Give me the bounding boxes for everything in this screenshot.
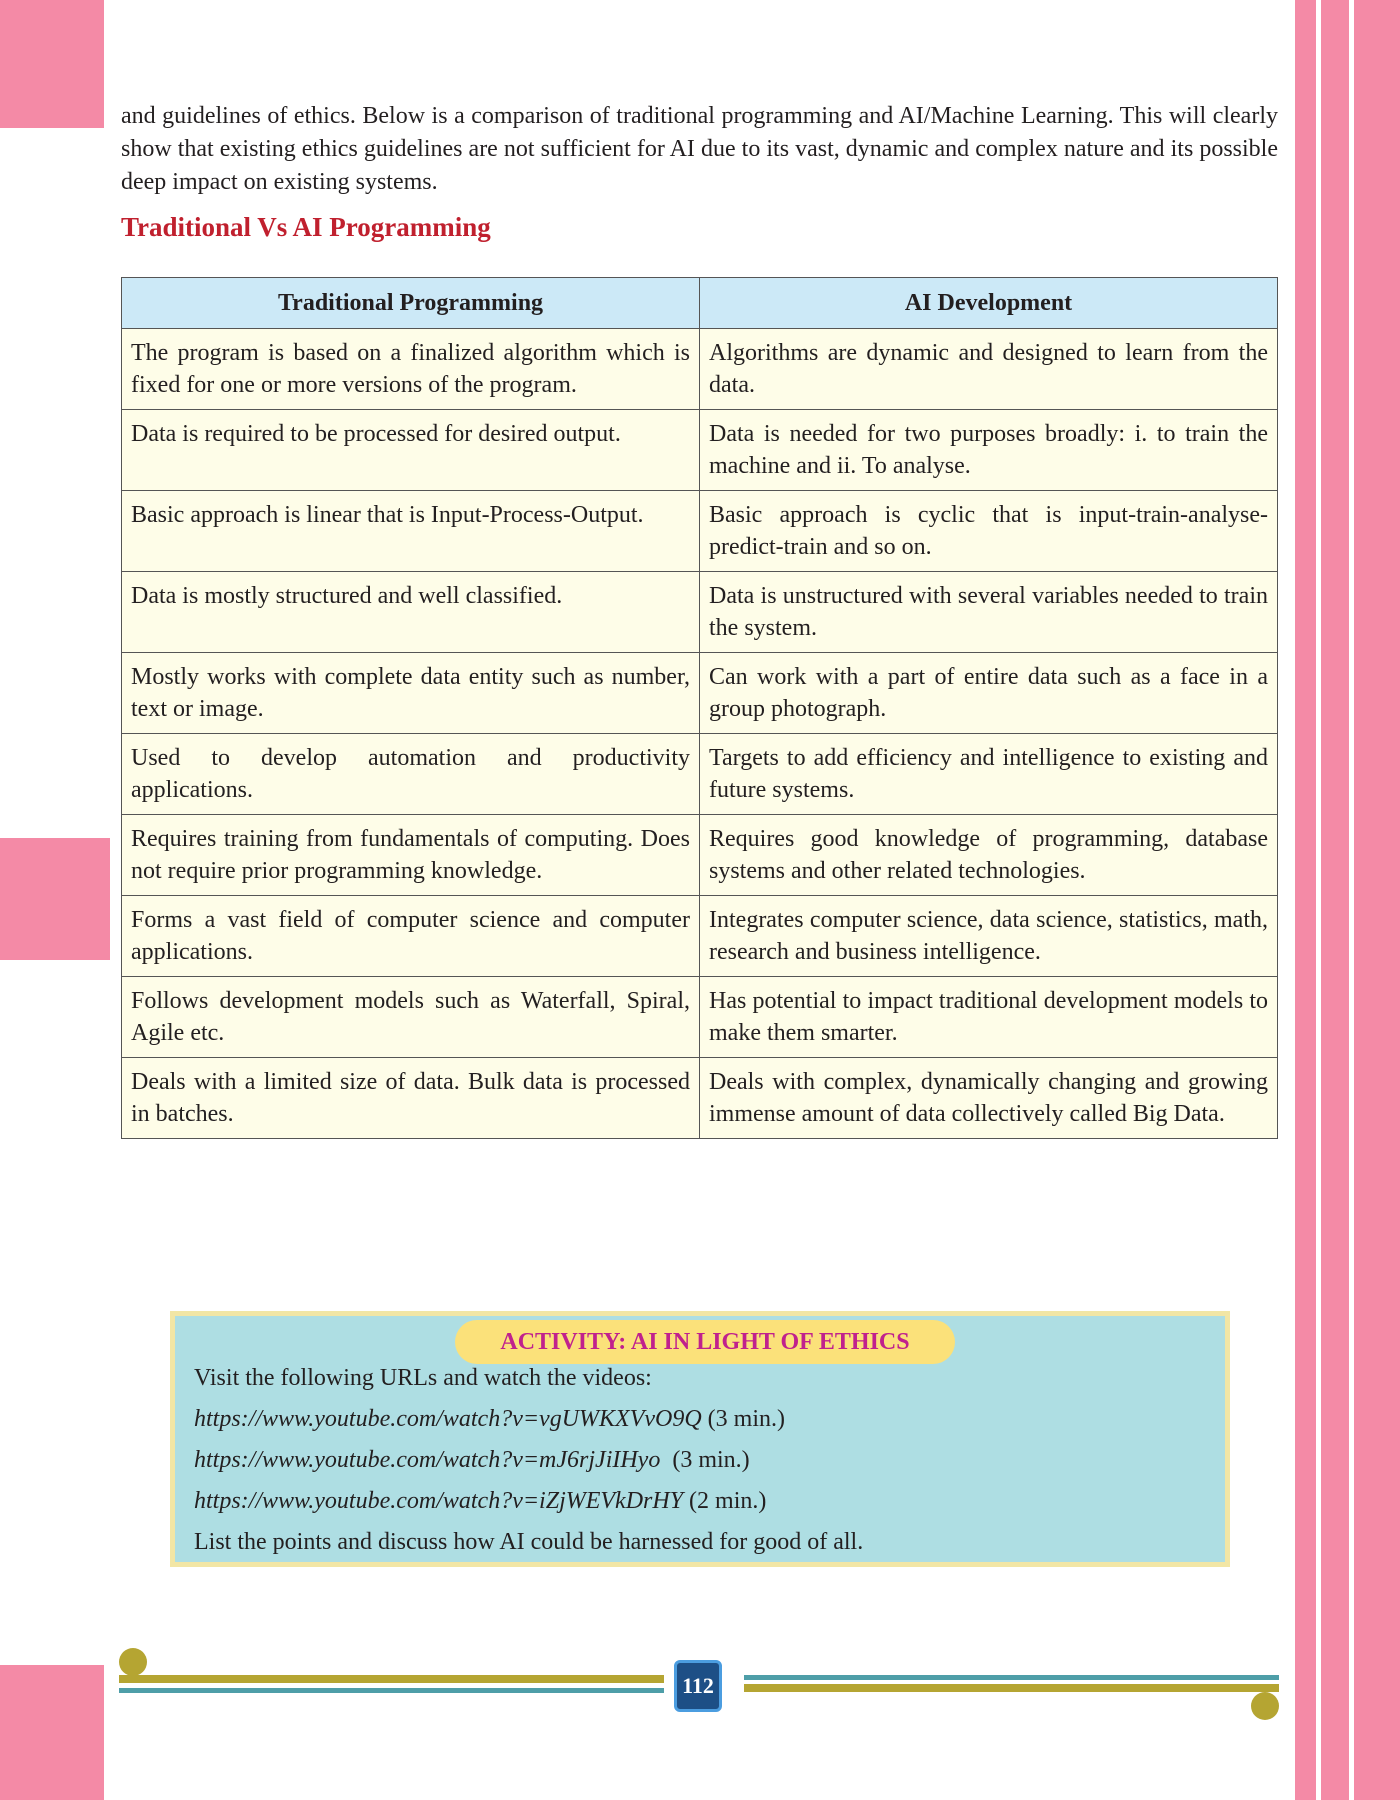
ai-cell: Targets to add efficiency and intelligence to existing and future systems. [700, 734, 1278, 815]
ai-cell: Can work with a part of entire data such as a face in a group photograph. [700, 653, 1278, 734]
ai-cell: Algorithms are dynamic and designed to learn from the data. [700, 329, 1278, 410]
comparison-table [121, 277, 1278, 1139]
ai-cell: Requires good knowledge of programming, database systems and other related technologies. [700, 815, 1278, 896]
link-url[interactable]: https://www.youtube.com/watch?v=vgUWKXVvO9Q [194, 1406, 702, 1432]
table-row [122, 977, 1278, 1058]
link-duration: (3 min.) [672, 1447, 750, 1473]
right-decor-strip [1295, 0, 1400, 1800]
ai-cell: Data is needed for two purposes broadly: i. to train the machine and ii. To analyse. [700, 410, 1278, 491]
ai-cell: Deals with complex, dynamically changing and growing immense amount of data collectively called Big Data. [700, 1058, 1278, 1139]
link-duration: (2 min.) [689, 1488, 767, 1514]
table-row [122, 329, 1278, 410]
traditional-cell: Requires training from fundamentals of computing. Does not require prior programming knowledge. [122, 815, 700, 896]
header-traditional: Traditional Programming [122, 278, 700, 329]
activity-link-1 [194, 1406, 785, 1433]
activity-box [170, 1311, 1230, 1567]
table-row [122, 734, 1278, 815]
traditional-cell: Forms a vast field of computer science and computer applications. [122, 896, 700, 977]
ai-cell: Integrates computer science, data science, statistics, math, research and business intelligence. [700, 896, 1278, 977]
activity-instruction: Visit the following URLs and watch the videos: [194, 1365, 652, 1391]
table-row [122, 572, 1278, 653]
table-row [122, 491, 1278, 572]
table-row [122, 815, 1278, 896]
table-row [122, 896, 1278, 977]
header-ai: AI Development [700, 278, 1278, 329]
ai-cell: Basic approach is cyclic that is input-train-analyse-predict-train and so on. [700, 491, 1278, 572]
link-duration: (3 min.) [707, 1406, 785, 1432]
intro-paragraph: and guidelines of ethics. Below is a comparison of traditional programming and AI/Machine Learning. This will clearly show that existing ethics guidelines are not sufficient for AI due to its vast, dynamic and complex nature and its possible deep impact on existing systems. [121, 103, 1278, 195]
table-row [122, 653, 1278, 734]
traditional-cell: Data is mostly structured and well classified. [122, 572, 700, 653]
traditional-cell: Follows development models such as Waterfall, Spiral, Agile etc. [122, 977, 700, 1058]
traditional-cell: Deals with a limited size of data. Bulk data is processed in batches. [122, 1058, 700, 1139]
activity-link-3 [194, 1488, 766, 1515]
ai-cell: Has potential to impact traditional development models to make them smarter. [700, 977, 1278, 1058]
link-url[interactable]: https://www.youtube.com/watch?v=mJ6rjJiIHyo [194, 1447, 661, 1473]
page-number: 112 [674, 1660, 722, 1712]
traditional-cell: Data is required to be processed for desired output. [122, 410, 700, 491]
table-row [122, 1058, 1278, 1139]
traditional-cell: Basic approach is linear that is Input-Process-Output. [122, 491, 700, 572]
traditional-cell: Mostly works with complete data entity such as number, text or image. [122, 653, 700, 734]
table-row [122, 410, 1278, 491]
left-decor-top [0, 0, 104, 128]
left-decor-bottom [0, 1665, 104, 1800]
activity-title: ACTIVITY: AI IN LIGHT OF ETHICS [455, 1320, 955, 1364]
link-url[interactable]: https://www.youtube.com/watch?v=iZjWEVkDrHY [194, 1488, 684, 1514]
left-decor-robot [0, 838, 110, 960]
activity-link-2 [194, 1447, 750, 1474]
traditional-cell: The program is based on a finalized algorithm which is fixed for one or more versions of the program. [122, 329, 700, 410]
activity-closing: List the points and discuss how AI could be harnessed for good of all. [194, 1529, 864, 1555]
traditional-cell: Used to develop automation and productivity applications. [122, 734, 700, 815]
ai-cell: Data is unstructured with several variables needed to train the system. [700, 572, 1278, 653]
section-heading: Traditional Vs AI Programming [121, 212, 491, 242]
